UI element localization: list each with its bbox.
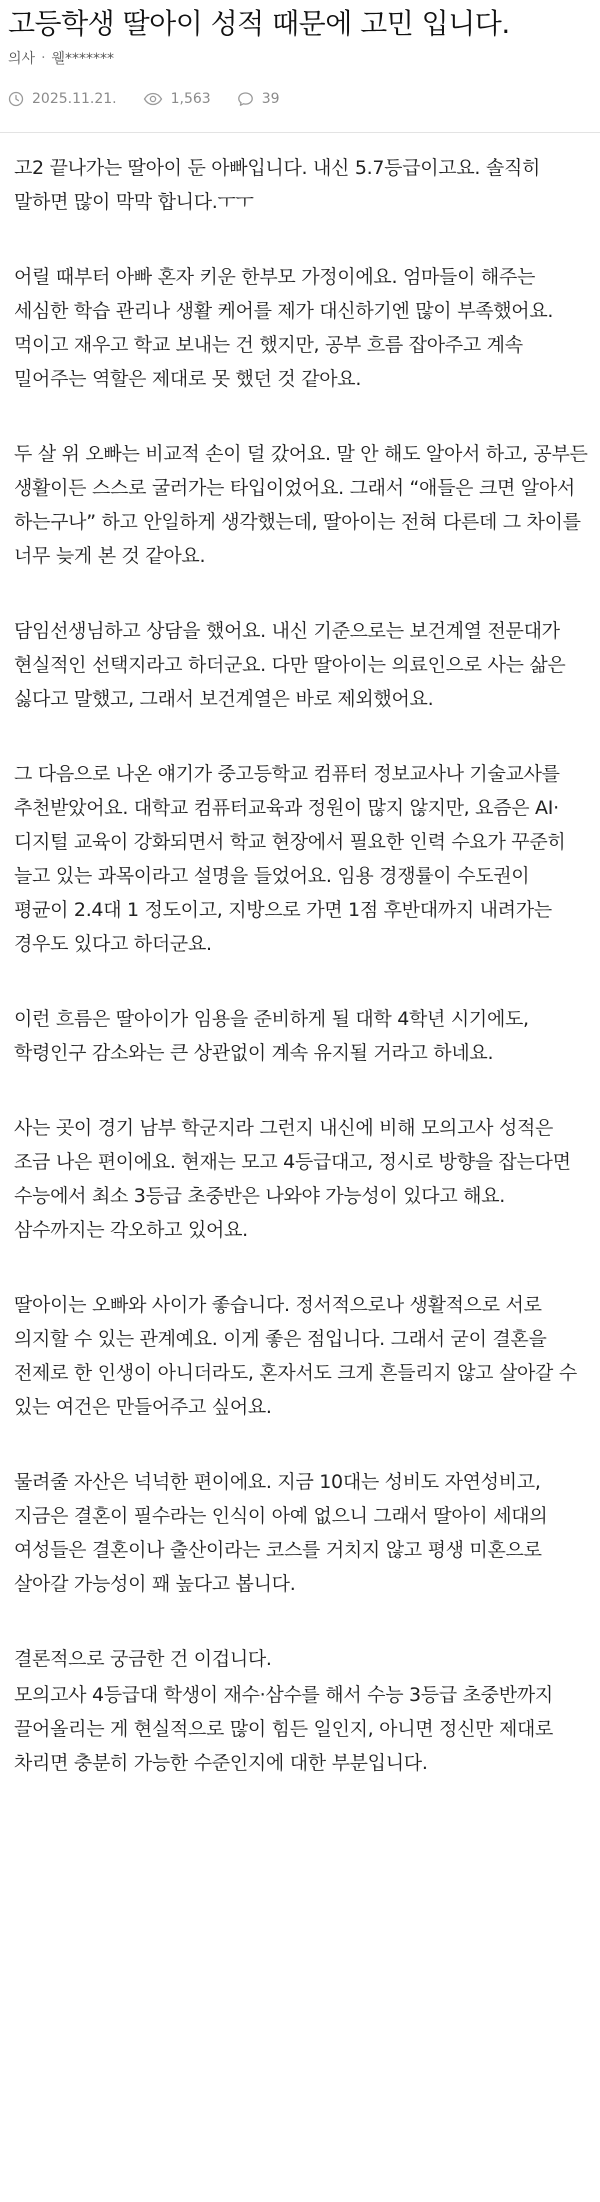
author-job: 의사 [8, 51, 36, 67]
clock-icon [8, 91, 24, 107]
body-paragraph: 두 살 위 오빠는 비교적 손이 덜 갔어요. 말 안 해도 알아서 하고, 공부든 생활이든 스스로 굴러가는 타입이었어요. 그래서 “애들은 크면 알아서 하는구나” 하고 안일하게 생각했는데, 딸아이는 전혀 다른데 그 차이를 너무 늦게 본 것 같아요. [14, 443, 588, 567]
post-body [0, 133, 600, 1780]
body-paragraph: 이런 흐름은 딸아이가 임용을 준비하게 될 대학 4학년 시기에도,학령인구 감소와는 큰 상관없이 계속 유지될 거라고 하네요. [14, 1008, 529, 1064]
comment-icon [237, 91, 254, 107]
body-paragraph: 사는 곳이 경기 남부 학군지라 그런지 내신에 비해 모의고사 성적은 조금 나은 편이에요. 현재는 모고 4등급대고, 정시로 방향을 잡는다면 수능에서 최소 3등급 초중반은 나와야 가능성이 있다고 해요. 삼수까지는 각오하고 있어요. [14, 1117, 571, 1241]
author-name[interactable]: 웰******* [51, 51, 115, 67]
post-title: 고등학생 딸아이 성적 때문에 고민 입니다. [8, 7, 510, 40]
body-paragraph: 담임선생님하고 상담을 했어요. 내신 기준으로는 보건계열 전문대가 현실적인 선택지라고 하더군요. 다만 딸아이는 의료인으로 사는 삶은 싫다고 말했고, 그래서 보건계열은 바로 제외했어요. [14, 620, 566, 710]
post-header [0, 0, 600, 110]
body-paragraph: 고2 끝나가는 딸아이 둔 아빠입니다. 내신 5.7등급이고요. 솔직히 말하면 많이 막막 합니다.ㅜㅜ [14, 157, 541, 213]
meta-separator: · [41, 50, 46, 66]
body-paragraph: 물려줄 자산은 넉넉한 편이에요. 지금 10대는 성비도 자연성비고, 지금은 결혼이 필수라는 인식이 아예 없으니 그래서 딸아이 세대의 여성들은 결혼이나 출산이라는 코스를 거치지 않고 평생 미혼으로 살아갈 가능성이 꽤 높다고 봅니다. [14, 1471, 548, 1595]
post-date [8, 91, 117, 107]
views-count: 1,563 [170, 91, 211, 107]
body-paragraph: 모의고사 4등급대 학생이 재수·삼수를 해서 수능 3등급 초중반까지 끌어올리는 게 현실적으로 많이 힘든 일인지, 아니면 정신만 제대로 차리면 충분히 가능한 수준인지에 대한 부분입니다. [14, 1684, 554, 1774]
post-stats [8, 88, 590, 110]
post-views [143, 91, 211, 107]
body-paragraph: 그 다음으로 나온 얘기가 중고등학교 컴퓨터 정보교사나 기술교사를 추천받았어요. 대학교 컴퓨터교육과 정원이 많지 않지만, 요즘은 AI·디지털 교육이 강화되면서 학교 현장에서 필요한 인력 수요가 꾸준히 늘고 있는 과목이라고 설명을 들었어요. 임용 경쟁률이 수도권이 평균이 2.4대 1 정도이고, 지방으로 가면 1점 후반대까지 내려가는 경우도 있다고 하더군요. [14, 763, 566, 955]
eye-icon [143, 91, 163, 107]
body-paragraph: 결론적으로 궁금한 건 이겁니다. [14, 1648, 272, 1670]
date-text: 2025.11.21. [32, 91, 117, 107]
post-comments[interactable] [237, 91, 280, 107]
author-info [8, 48, 590, 68]
body-paragraph: 어릴 때부터 아빠 혼자 키운 한부모 가정이에요. 엄마들이 해주는 세심한 학습 관리나 생활 케어를 제가 대신하기엔 많이 부족했어요. 먹이고 재우고 학교 보내는 건 했지만, 공부 흐름 잡아주고 계속 밀어주는 역할은 제대로 못 했던 것 같아요. [14, 266, 554, 390]
comments-count: 39 [261, 91, 280, 107]
body-paragraph: 딸아이는 오빠와 사이가 좋습니다. 정서적으로나 생활적으로 서로 의지할 수 있는 관계예요. 이게 좋은 점입니다. 그래서 굳이 결혼을 전제로 한 인생이 아니더라도, 혼자서도 크게 흔들리지 않고 살아갈 수 있는 여건은 만들어주고 싶어요. [14, 1294, 577, 1418]
